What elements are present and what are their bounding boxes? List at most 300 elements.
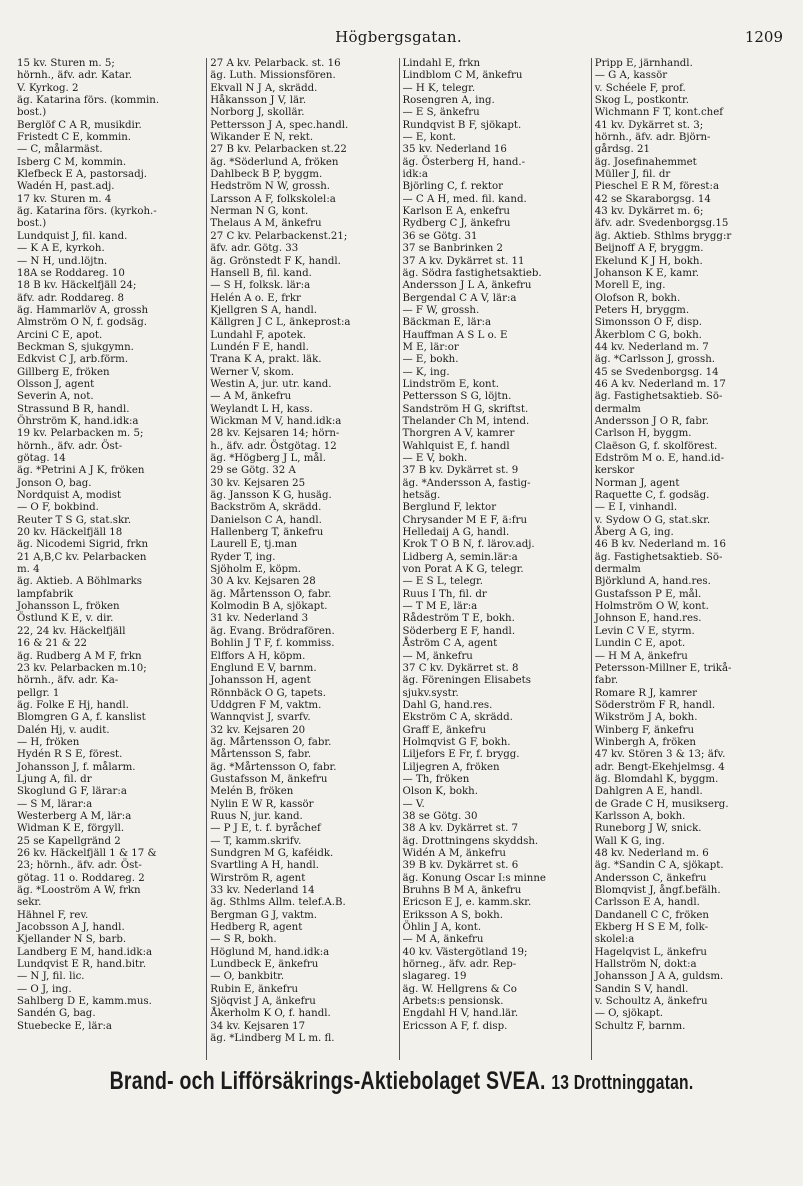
directory-entry: Höglund M, hand.idk:a: [210, 946, 330, 958]
directory-entry: Rundqvist B F, sjökapt.: [402, 119, 522, 131]
directory-entry: Strassund B R, handl.: [17, 403, 130, 415]
directory-entry: Landberg E M, hand.idk:a: [17, 946, 153, 958]
directory-entry: Berglöf C A R, musikdir.: [17, 119, 142, 131]
directory-entry: Gustafsson M, änkefru: [210, 773, 328, 785]
directory-entry: äfv. adr. Roddareg. 8: [17, 292, 124, 304]
directory-entry: Backström A, skrädd.: [210, 502, 322, 514]
directory-entry: Levin C V E, styrm.: [594, 625, 695, 637]
directory-entry: bost.): [17, 107, 47, 119]
directory-entry: — E, bokh.: [402, 354, 459, 366]
directory-entry: Arcini C E, apot.: [17, 329, 103, 341]
directory-entry: 44 kv. Nederland m. 7: [594, 341, 709, 353]
directory-entry: Schultz F, barnm.: [594, 1020, 686, 1032]
directory-entry: Blomgren G A, f. kanslist: [17, 712, 146, 724]
directory-entry: bost.): [17, 218, 47, 230]
directory-entry: Åkerholm K O, f. handl.: [210, 1008, 331, 1020]
directory-entry: Wadén H, past.adj.: [17, 181, 115, 193]
directory-entry: Engdahl H V, hand.lär.: [402, 1008, 519, 1020]
directory-entry: Wichmann F T, kont.chef: [594, 107, 724, 119]
directory-entry: Melén B, fröken: [210, 786, 294, 798]
directory-entry: Arbets:s pensionsk.: [402, 996, 504, 1008]
directory-entry: Hähnel F, rev.: [17, 909, 89, 921]
directory-entry: äg. Josefinahemmet: [594, 156, 697, 168]
directory-entry: — H K, telegr.: [402, 82, 476, 94]
directory-entry: kerskor: [594, 465, 635, 477]
directory-entry: Bohlin J T F, f. kommiss.: [210, 638, 335, 650]
directory-entry: äg. Fastighetsaktieb. Sö-: [594, 391, 723, 403]
directory-entry: Ekberg H S E M, folk-: [594, 922, 709, 934]
directory-entry: M E, lär:or: [402, 341, 459, 353]
directory-entry: 34 kv. Kejsaren 17: [210, 1020, 306, 1032]
directory-entry: — O, sjökapt.: [594, 1008, 664, 1020]
directory-entry: Olsson J, agent: [17, 378, 95, 390]
directory-entry: 18 B kv. Häckelfjäll 24;: [17, 280, 137, 292]
directory-entry: Lindström E, kont.: [402, 378, 499, 390]
directory-entry: Ruus N, jur. kand.: [210, 810, 303, 822]
directory-entry: äg. *Sandin C A, sjökapt.: [594, 860, 724, 872]
directory-entry: dermalm: [594, 564, 641, 576]
directory-entry: idk:a: [402, 169, 428, 181]
directory-entry: Söderberg E F, handl.: [402, 625, 516, 637]
directory-entry: Westin A, jur. utr. kand.: [210, 378, 332, 390]
directory-entry: äg. *Petrini A J K, fröken: [17, 465, 145, 477]
directory-entry: 23; hörnh., äfv. adr. Öst-: [17, 860, 142, 872]
directory-entry: Dandanell C C, fröken: [594, 909, 709, 921]
directory-entry: hörnh., äfv. adr. Öst-: [17, 440, 123, 452]
directory-entry: Lundqvist E R, hand.bitr.: [17, 959, 147, 971]
directory-entry: — P J E, t. f. byråchef: [210, 823, 321, 835]
directory-entry: äg. Hammarlöv A, grossh: [17, 304, 149, 316]
directory-entry: Wannqvist J, svarfv.: [210, 712, 311, 724]
directory-entry: Sjöqvist J A, änkefru: [210, 996, 316, 1008]
directory-entry: äg. Aktieb. Sthlms brygg:r: [594, 230, 732, 242]
directory-entry: 18A se Roddareg. 10: [17, 267, 125, 279]
directory-entry: Skog L, postkontr.: [594, 95, 689, 107]
directory-entry: Carlson H, byggm.: [594, 428, 692, 440]
directory-entry: 30 A kv. Kejsaren 28: [210, 576, 316, 588]
directory-entry: Elffors A H, köpm.: [210, 650, 306, 662]
directory-entry: — E S, änkefru: [402, 107, 480, 119]
directory-entry: Pettersson S G, löjtn.: [402, 391, 512, 403]
directory-entry: 46 B kv. Nederland m. 16: [594, 539, 726, 551]
directory-entry: äg. Evang. Brödrafören.: [210, 625, 335, 637]
directory-entry: von Porat A K G, telegr.: [402, 564, 524, 576]
directory-entry: fabr.: [594, 675, 619, 687]
advertisement-company: Brand- och Lifförsäkrings-Aktiebolaget SVEA.: [109, 1067, 546, 1095]
directory-entry: äg. *Mårtensson O, fabr.: [210, 761, 337, 773]
directory-entry: Sandin S V, handl.: [594, 983, 689, 995]
directory-entry: Johansson H, agent: [210, 675, 311, 687]
directory-entry: — C, målarmäst.: [17, 144, 103, 156]
directory-entry: Skoglund G F, lärar:a: [17, 786, 127, 798]
directory-entry: Johnson E, hand.res.: [594, 613, 702, 625]
directory-entry: lampfabrik: [17, 588, 74, 600]
directory-entry: — S R, bokh.: [210, 934, 277, 946]
directory-entry: Nylin E W R, kassör: [210, 798, 314, 810]
directory-entry: Wickman M V, hand.idk:a: [210, 415, 342, 427]
directory-entry: Rydberg C J, änkefru: [402, 218, 511, 230]
directory-entry: 22, 24 kv. Häckelfjäll: [17, 625, 126, 637]
directory-entry: 48 kv. Nederland m. 6: [594, 848, 709, 859]
directory-entry: Rönnbäck O G, tapets.: [210, 687, 327, 699]
directory-entry: äg. *Looström A W, frkn: [17, 885, 141, 897]
directory-entry: Källgren J C L, änkeprost:a: [210, 317, 351, 329]
directory-entry: 37 C kv. Dykärret st. 8: [402, 662, 519, 674]
directory-entry: Hydén R S E, förest.: [17, 749, 123, 761]
directory-entry: hörnh., äfv. adr. Björn-: [594, 132, 711, 144]
directory-entry: dermalm: [594, 403, 641, 415]
directory-entry: — K A E, kyrkoh.: [17, 243, 105, 255]
directory-entry: Andersson C, änkefru: [594, 872, 707, 884]
directory-entry: Lundén F E, handl.: [210, 341, 309, 353]
directory-entry: Westerberg A M, lär:a: [17, 810, 132, 822]
directory-entry: Björling C, f. rektor: [402, 181, 503, 193]
directory-entry: 27 C kv. Pelarbackenst.21;: [210, 230, 348, 242]
directory-entry: Trana K A, prakt. läk.: [210, 354, 322, 366]
directory-entry: — A M, änkefru: [210, 391, 292, 403]
directory-entry: Hauffman A S L o. E: [402, 329, 508, 341]
directory-entry: — E I, vinhandl.: [594, 502, 678, 514]
directory-entry: m. 4: [17, 564, 40, 576]
directory-entry: äg. Mårtensson O, fabr.: [210, 736, 332, 748]
directory-entry: v. Schéele F, prof.: [594, 82, 686, 94]
directory-entry: V. Kyrkog. 2: [17, 82, 79, 94]
directory-entry: Åström C A, agent: [402, 638, 498, 650]
directory-entry: äg. Aktieb. A Böhlmarks: [17, 576, 143, 588]
directory-column-4: [591, 58, 783, 1060]
directory-entry: Lundahl F, apotek.: [210, 329, 307, 341]
directory-entry: 42 se Skaraborgsg. 14: [594, 193, 711, 205]
directory-entry: Ruus I Th, fil. dr: [402, 588, 487, 600]
directory-entry: Svartling A H, handl.: [210, 860, 320, 872]
directory-entry: Peters H, bryggm.: [594, 304, 690, 316]
directory-entry: Englund E V, barnm.: [210, 662, 317, 674]
directory-entry: 26 kv. Häckelfjäll 1 & 17 &: [17, 848, 157, 859]
directory-entry: Lundin C E, apot.: [594, 638, 686, 650]
directory-entry: 35 kv. Nederland 16: [402, 144, 507, 156]
directory-entry: Lundbeck E, änkefru: [210, 959, 319, 971]
directory-entry: 17 kv. Sturen m. 4: [17, 193, 112, 205]
directory-entry: äg. Nicodemi Sigrid, frkn: [17, 539, 149, 551]
directory-column-1: [14, 58, 206, 1060]
directory-entry: Åkerblom C G, bokh.: [594, 329, 702, 341]
directory-entry: — O J, ing.: [17, 983, 72, 995]
directory-entry: Winberg F, änkefru: [594, 724, 695, 736]
directory-entry: de Grade C H, musikserg.: [594, 798, 729, 810]
directory-entry: äg. Katarina förs. (kyrkoh.-: [17, 206, 157, 218]
directory-entry: 32 kv. Kejsaren 20: [210, 724, 306, 736]
directory-entry: Widén A M, änkefru: [402, 848, 506, 859]
directory-entry: Sundgren M G, kaféidk.: [210, 848, 334, 859]
directory-entry: Beijnoff A F, bryggm.: [594, 243, 704, 255]
directory-entry: götag. 14: [17, 453, 66, 464]
directory-entry: Olson K, bokh.: [402, 786, 478, 798]
directory-entry: Kolmodin B A, sjökapt.: [210, 601, 328, 613]
directory-entry: Bäckman E, lär:a: [402, 317, 492, 329]
directory-entry: 36 se Götg. 31: [402, 230, 478, 242]
directory-entry: Bruhns B M A, änkefru: [402, 885, 522, 897]
directory-entry: — H, fröken: [17, 736, 80, 748]
directory-entry: Ekelund K J H, bokh.: [594, 255, 703, 267]
directory-entry: slagareg. 19: [402, 971, 467, 983]
directory-entry: 25 se Kapellgränd 2: [17, 835, 121, 847]
directory-entry: Isberg C M, kommin.: [17, 156, 127, 168]
directory-entry: äg. *Lindberg M L m. fl.: [210, 1033, 335, 1045]
directory-entry: Ericsson A F, f. disp.: [402, 1020, 508, 1032]
directory-entry: Müller J, fil. dr: [594, 169, 671, 181]
directory-entry: 37 A kv. Dykärret st. 11: [402, 255, 525, 267]
directory-entry: Wall K G, ing.: [594, 835, 665, 847]
directory-column-2: [206, 58, 398, 1060]
directory-entry: Runeborg J W, snick.: [594, 823, 702, 835]
directory-entry: 45 se Svedenborgsg. 14: [594, 366, 719, 378]
directory-entry: Carlsson E A, handl.: [594, 897, 700, 909]
directory-entry: Holmström O W, kont.: [594, 601, 709, 613]
directory-entry: 47 kv. Stören 3 & 13; äfv.: [594, 749, 726, 761]
directory-entry: Blomqvist J, ångf.befälh.: [594, 885, 721, 897]
page-title: Högbergsgatan.: [335, 28, 462, 46]
directory-entry: Johansson J A A, guldsm.: [594, 971, 724, 983]
directory-entry: Söderström F R, handl.: [594, 699, 716, 711]
directory-entry: — T M E, lär:a: [402, 601, 478, 613]
directory-entry: äg. Rudberg A M F, frkn: [17, 650, 142, 662]
directory-entry: Ekvall N J A, skrädd.: [210, 82, 318, 94]
directory-entry: Norborg J, skollär.: [210, 107, 305, 119]
directory-entry: Hansell B, fil. kand.: [210, 267, 312, 279]
directory-entry: 37 B kv. Dykärret st. 9: [402, 465, 519, 477]
directory-entry: Gillberg E, fröken: [17, 366, 110, 378]
directory-entry: Romare R J, kamrer: [594, 687, 697, 699]
directory-entry: Severin A, not.: [17, 391, 94, 403]
directory-entry: Morell E, ing.: [594, 280, 666, 292]
directory-entry: 19 kv. Pelarbacken m. 5;: [17, 428, 144, 440]
directory-entry: hörneg., äfv. adr. Rep-: [402, 959, 517, 971]
directory-entry: Winbergh A, fröken: [594, 736, 696, 748]
directory-entry: äg. Mårtensson O, fabr.: [210, 588, 332, 600]
advertisement-footer: [88, 1067, 714, 1101]
directory-entry: Jacobsson A J, handl.: [17, 922, 125, 934]
directory-entry: Claëson G, f. skolförest.: [594, 440, 718, 452]
directory-entry: — G A, kassör: [594, 70, 668, 82]
directory-entry: — S M, lärar:a: [17, 798, 93, 810]
directory-entry: Krok T O B N, f. lärov.adj.: [402, 539, 535, 551]
directory-entry: Hedström N W, grossh.: [210, 181, 331, 193]
directory-entry: sekr.: [17, 897, 42, 909]
directory-entry: Thelaus A M, änkefru: [210, 218, 322, 230]
directory-entry: äg. Luth. Missionsfören.: [210, 70, 336, 82]
directory-entry: 40 kv. Västergötland 19;: [402, 946, 528, 958]
directory-entry: äg. Drottningens skyddsh.: [402, 835, 539, 847]
directory-entry: h., äfv. adr. Östgötag. 12: [210, 440, 337, 452]
directory-entry: — C A H, med. fil. kand.: [402, 193, 527, 205]
directory-entry: Östlund K E, v. dir.: [17, 613, 114, 625]
directory-entry: Bergendal C A V, lär:a: [402, 292, 517, 304]
directory-entry: Laurell E, tj.man: [210, 539, 298, 551]
directory-entry: — E, kont.: [402, 132, 457, 144]
directory-entry: 15 kv. Sturen m. 5;: [17, 58, 115, 69]
directory-entry: — F W, grossh.: [402, 304, 480, 316]
directory-entry: Pieschel E R M, förest:a: [594, 181, 720, 193]
directory-entry: 30 kv. Kejsaren 25: [210, 477, 306, 489]
directory-entry: — N H, und.löjtn.: [17, 255, 108, 267]
directory-entry: hörnh., äfv. adr. Katar.: [17, 70, 132, 82]
directory-entry: Berglund F, lektor: [402, 502, 497, 514]
directory-entry: götag. 11 o. Roddareg. 2: [17, 872, 145, 884]
directory-entry: äg. Blomdahl K, byggm.: [594, 773, 719, 785]
directory-entry: Hagelqvist L, änkefru: [594, 946, 707, 958]
directory-entry: 46 A kv. Nederland m. 17: [594, 378, 726, 390]
directory-entry: — M, änkefru: [402, 650, 473, 662]
directory-entry: äg. Folke E Hj, handl.: [17, 699, 129, 711]
directory-entry: Pripp E, järnhandl.: [594, 58, 693, 69]
directory-entry: hetsäg.: [402, 490, 441, 502]
directory-entry: Hallström N, dokt:a: [594, 959, 697, 971]
directory-entry: Stuebecke E, lär:a: [17, 1020, 112, 1032]
page-number: 1209: [744, 28, 783, 46]
directory-entry: 29 se Götg. 32 A: [210, 465, 296, 477]
directory-entry: Ryder T, ing.: [210, 551, 276, 563]
directory-entry: Petersson-Millner E, trikå-: [594, 662, 732, 674]
directory-entry: Johansson L, fröken: [17, 601, 120, 613]
directory-entry: Graff E, änkefru: [402, 724, 487, 736]
directory-entry: 38 se Götg. 30: [402, 810, 478, 822]
directory-entry: äg. Föreningen Elisabets: [402, 675, 531, 687]
directory-entry: — K, ing.: [402, 366, 450, 378]
directory-entry: Dahlbeck B P, byggm.: [210, 169, 323, 181]
directory-entry: Kjellgren S A, handl.: [210, 304, 318, 316]
directory-entry: Rubin E, änkefru: [210, 983, 299, 995]
directory-entry: gårdsg. 21: [594, 144, 650, 156]
directory-entry: Widman K E, förgyll.: [17, 823, 125, 835]
directory-entry: Bergman G J, vaktm.: [210, 909, 318, 921]
page-header: [14, 28, 783, 50]
directory-entry: Weylandt L H, kass.: [210, 403, 313, 415]
directory-entry: 31 kv. Nederland 3: [210, 613, 309, 625]
directory-entry: pellgr. 1: [17, 687, 60, 699]
directory-entry: Björklund A, hand.res.: [594, 576, 711, 588]
directory-entry: 39 B kv. Dykärret st. 6: [402, 860, 519, 872]
directory-entry: Klefbeck E A, pastorsadj.: [17, 169, 147, 181]
directory-entry: Thelander Ch M, intend.: [402, 415, 530, 427]
directory-entry: 28 kv. Kejsaren 14; hörn-: [210, 428, 340, 440]
directory-entry: 27 B kv. Pelarbacken st.22: [210, 144, 347, 156]
directory-entry: 41 kv. Dykärret st. 3;: [594, 119, 704, 131]
directory-entry: Danielson C A, handl.: [210, 514, 322, 526]
directory-entry: Dalén Hj, v. audit.: [17, 724, 110, 736]
directory-entry: Almström O N, f. godsäg.: [17, 317, 147, 329]
directory-entry: Simonsson O F, disp.: [594, 317, 703, 329]
directory-columns: [14, 58, 783, 1060]
directory-entry: Karlsson A, bokh.: [594, 810, 686, 822]
directory-entry: Eriksson A S, bokh.: [402, 909, 503, 921]
directory-entry: 23 kv. Pelarbacken m.10;: [17, 662, 147, 674]
directory-entry: Ericson E J, e. kamm.skr.: [402, 897, 532, 909]
directory-entry: v. Sydow O G, stat.skr.: [594, 514, 711, 526]
directory-entry: v. Schoultz A, änkefru: [594, 996, 708, 1008]
directory-entry: 33 kv. Nederland 14: [210, 885, 315, 897]
directory-entry: Kjellander N S, barb.: [17, 934, 127, 946]
directory-entry: Lidberg A, semin.lär:a: [402, 551, 518, 563]
directory-entry: Nerman N G, kont.: [210, 206, 309, 218]
directory-entry: Ekström C A, skrädd.: [402, 712, 513, 724]
directory-entry: Holmqvist G F, bokh.: [402, 736, 511, 748]
directory-entry: Dahl G, hand.res.: [402, 699, 493, 711]
directory-entry: äg. *Carlsson J, grossh.: [594, 354, 716, 366]
directory-entry: äfv. adr. Götg. 33: [210, 243, 299, 255]
directory-entry: äg. *Högberg J L, mål.: [210, 453, 326, 464]
directory-entry: — T, kamm.skrifv.: [210, 835, 302, 847]
directory-entry: Lindahl E, frkn: [402, 58, 481, 69]
directory-entry: Thorgren A V, kamrer: [402, 428, 515, 440]
directory-entry: 21 A,B,C kv. Pelarbacken: [17, 551, 147, 563]
directory-entry: — S H, folksk. lär:a: [210, 280, 311, 292]
directory-entry: — H M A, änkefru: [594, 650, 688, 662]
directory-entry: Liljefors E Fr, f. brygg.: [402, 749, 520, 761]
directory-entry: äfv. adr. Svedenborgsg.15: [594, 218, 729, 230]
directory-entry: Werner V, skom.: [210, 366, 294, 378]
directory-entry: hörnh., äfv. adr. Ka-: [17, 675, 119, 687]
directory-entry: Hedberg R, agent: [210, 922, 303, 934]
directory-entry: Raquette C, f. godsäg.: [594, 490, 710, 502]
directory-entry: äg. W. Hellgrens & Co: [402, 983, 517, 995]
directory-entry: Helledaij A G, handl.: [402, 527, 510, 539]
directory-entry: Uddgren F M, vaktm.: [210, 699, 322, 711]
directory-entry: Andersson J O R, fabr.: [594, 415, 709, 427]
directory-entry: Hallenberg T, änkefru: [210, 527, 324, 539]
directory-entry: Karlson E A, enkefru: [402, 206, 510, 218]
directory-entry: äg. Sthlms Allm. telef.A.B.: [210, 897, 346, 909]
directory-entry: 27 A kv. Pelarback. st. 16: [210, 58, 341, 69]
directory-entry: Edkvist C J, arb.förm.: [17, 354, 129, 366]
directory-entry: äg. *Andersson A, fastig-: [402, 477, 531, 489]
directory-entry: — E S L, telegr.: [402, 576, 483, 588]
directory-entry: Wahlquist E, f. handl: [402, 440, 510, 452]
directory-entry: Larsson A F, folkskolel:a: [210, 193, 336, 205]
directory-entry: — E V, bokh.: [402, 453, 468, 464]
directory-entry: Rosengren A, ing.: [402, 95, 495, 107]
directory-entry: 43 kv. Dykärret m. 6;: [594, 206, 704, 218]
directory-entry: Pettersson J A, spec.handl.: [210, 119, 349, 131]
directory-entry: 38 A kv. Dykärret st. 7: [402, 823, 519, 835]
directory-entry: Wikström J A, bokh.: [594, 712, 698, 724]
directory-entry: Gustafsson P E, mål.: [594, 588, 702, 600]
directory-entry: Ljung A, fil. dr: [17, 773, 92, 785]
directory-entry: äg. Österberg H, hand.-: [402, 156, 526, 168]
directory-entry: Chrysander M E F, ä:fru: [402, 514, 528, 526]
directory-entry: Håkansson J V, lär.: [210, 95, 307, 107]
directory-entry: äg. Grönstedt F K, handl.: [210, 255, 341, 267]
directory-entry: Öhrström K, hand.idk:a: [17, 415, 139, 427]
directory-entry: — V.: [402, 798, 425, 810]
directory-entry: äg. *Söderlund A, fröken: [210, 156, 339, 168]
directory-column-3: [399, 58, 591, 1060]
directory-entry: Wirström R, agent: [210, 872, 306, 884]
directory-entry: — O, bankbitr.: [210, 971, 285, 983]
directory-entry: äg. Fastighetsaktieb. Sö-: [594, 551, 723, 563]
directory-entry: Öhlin J A, kont.: [402, 922, 482, 934]
directory-entry: — O F, bokbind.: [17, 502, 99, 514]
directory-entry: — Th, fröken: [402, 773, 470, 785]
directory-entry: Edström M o. E, hand.id-: [594, 453, 725, 464]
directory-entry: Sandström H G, skriftst.: [402, 403, 529, 415]
directory-entry: Helén A o. E, frkr: [210, 292, 301, 304]
directory-entry: Olofson R, bokh.: [594, 292, 681, 304]
directory-entry: Sahlberg D E, kamm.mus.: [17, 996, 152, 1008]
directory-entry: — N J, fil. lic.: [17, 971, 85, 983]
directory-entry: Andersson J L A, änkefru: [402, 280, 532, 292]
directory-entry: Sjöholm E, köpm.: [210, 564, 302, 576]
directory-entry: Reuter T S G, stat.skr.: [17, 514, 132, 526]
